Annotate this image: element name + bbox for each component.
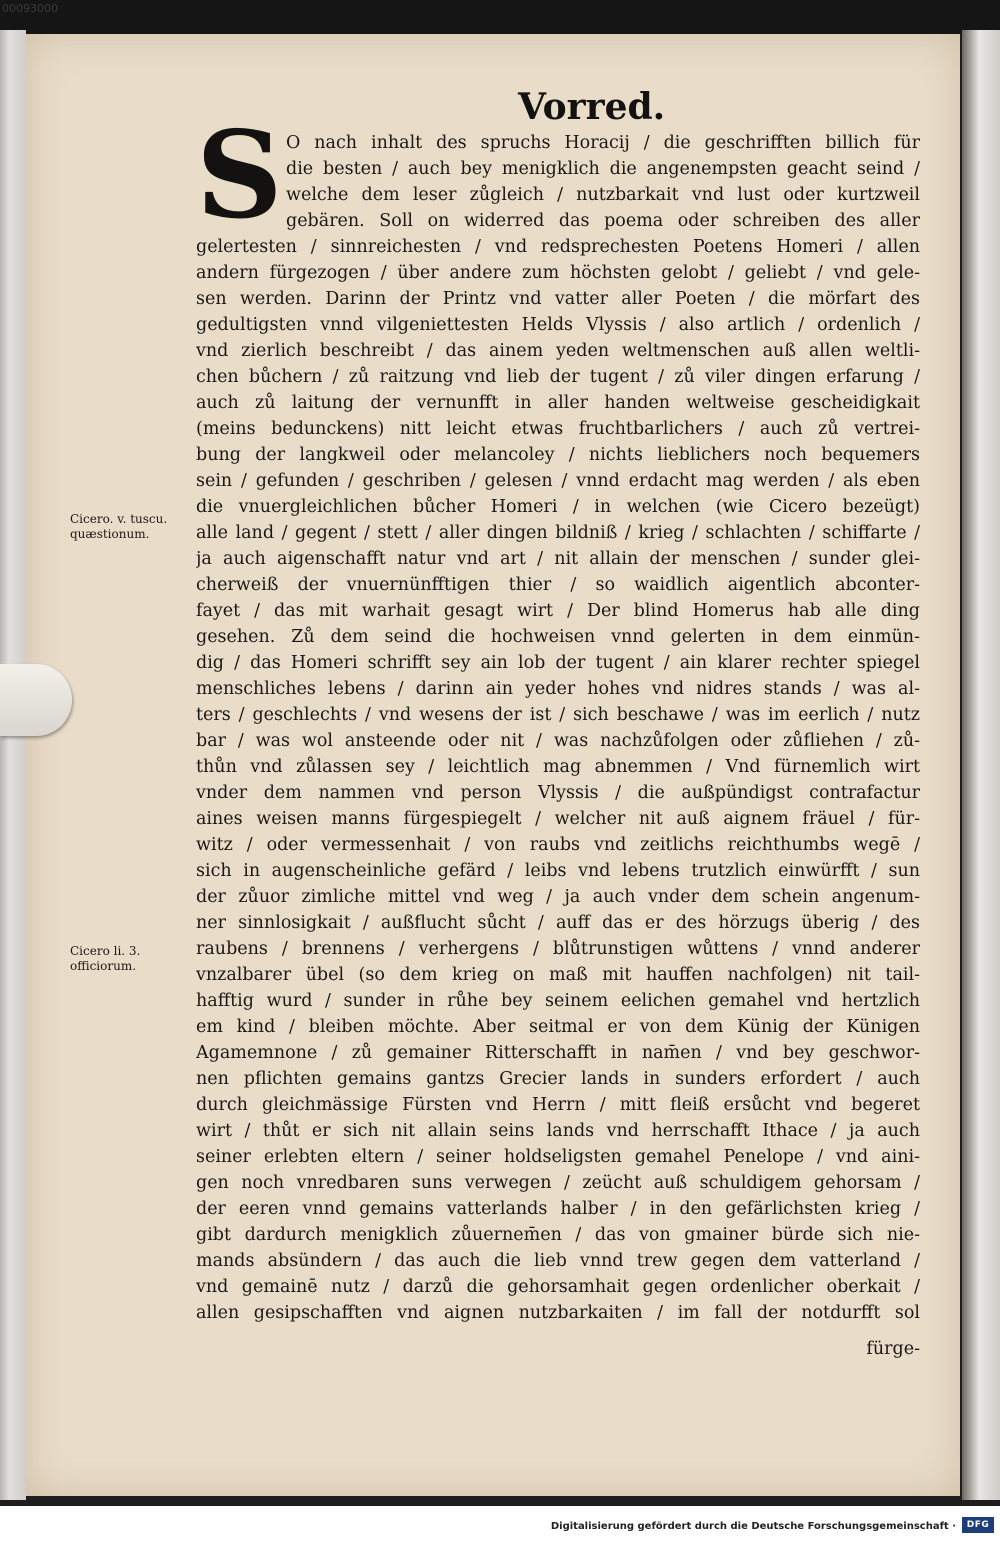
text-line: seiner erlebten eltern / seiner holdseligsten gemahel Penelope / vnd aini- [196, 1147, 920, 1167]
text-line: gelertesten / sinnreichesten / vnd redsprechesten Poetens Homeri / allen [196, 237, 920, 257]
archive-code: 00093000 [2, 2, 58, 15]
text-line: auch zů laitung der vernunfft in aller handen weltweise gescheidigkait [196, 393, 920, 413]
text-line: welche dem leser zůgleich / nutzbarkait vnd lust oder kurtzweil [286, 185, 920, 205]
text-line: (meins bedunckens) nitt leicht etwas fruchtbarlichers / auch zů vertrei- [196, 419, 920, 439]
left-book-edge [0, 30, 26, 1500]
text-line: dig / das Homeri schrifft sey ain lob der tugent / ain klarer rechter spiegel [196, 653, 920, 673]
text-line: gebären. Soll on widerred das poema oder schreiben des aller [286, 211, 920, 231]
text-line: sein / gefunden / geschriben / gelesen / vnnd erdacht mag werden / als eben [196, 471, 920, 491]
marginal-note-cicero-tusculanae: Cicero. v. tuscu. quæstionum. [70, 512, 168, 541]
text-line: gibt dardurch menigklich zůuernem̄en / das von gmainer bürde sich nie- [196, 1225, 920, 1245]
text-line: allen gesipschafften vnd aignen nutzbarkaiten / im fall der notdurfft sol [196, 1303, 920, 1323]
text-line: der eeren vnnd gemains vatterlands halber / in den gefärlichsten krieg / [196, 1199, 920, 1219]
text-line: sich in augenscheinliche gefärd / leibs vnd lebens trutzlich einwürfft / sun [196, 861, 920, 881]
page-clip [0, 664, 72, 736]
text-line: fayet / das mit warhait gesagt wirt / Der blind Homerus hab alle ding [196, 601, 920, 621]
right-book-edge [962, 30, 1000, 1500]
text-line: bung der langkweil oder melancoley / nichts lieblichers noch bequemers [196, 445, 920, 465]
text-line: menschliches lebens / darinn ain yeder hohes vnd nidres stands / was al- [196, 679, 920, 699]
drop-cap: S [196, 105, 283, 246]
text-line: nen pflichten gemains gantzs Grecier lands in sunders erfordert / auch [196, 1069, 920, 1089]
text-line: vnd gemainē nutz / darzů die gehorsamhait gegen ordenlicher oberkait / [196, 1277, 920, 1297]
catchword: fürge- [866, 1339, 920, 1359]
text-line: gen noch vnredbaren suns verwegen / zeücht auß schuldigem gehorsam / [196, 1173, 920, 1193]
text-line: witz / oder vermessenhait / von raubs vnd zeitlichs reichthumbs wegē / [196, 835, 920, 855]
text-line: die besten / auch bey menigklich die angenempsten geacht seind / [286, 159, 920, 179]
funding-credit: Digitalisierung gefördert durch die Deutsche Forschungsgemeinschaft · [550, 1521, 956, 1532]
text-line: cherweiß der vnuernünfftigen thier / so waidlich aigentlich abconter- [196, 575, 920, 595]
text-line: ters / geschlechts / vnd wesens der ist / sich beschawe / was im eerlich / nutz [196, 705, 920, 725]
viewer-top-bar [0, 0, 1000, 34]
dfg-logo: DFG [962, 1517, 994, 1533]
text-line: aines weisen manns fürgespiegelt / welcher nit auß aignem fräuel / für- [196, 809, 920, 829]
text-line: der zůuor zimliche mittel vnd weg / ja auch vnder dem schein angenum- [196, 887, 920, 907]
text-line: gedultigsten vnnd vilgeniettesten Helds Vlyssis / also artlich / ordenlich / [196, 315, 920, 335]
text-line: ja auch aigenschafft natur vnd art / nit allain der menschen / sunder glei- [196, 549, 920, 569]
text-line: hafftig wurd / sunder in růhe bey seinem eelichen gemahel vnd hertzlich [196, 991, 920, 1011]
text-line: em kind / bleiben möchte. Aber seitmal er von dem Künig der Künigen [196, 1017, 920, 1037]
text-line: vnd zierlich beschreibt / das ainem yeden weltmenschen auß allen weltli- [196, 341, 920, 361]
text-line: andern fürgezogen / über andere zum höchsten gelobt / geliebt / vnd gele- [196, 263, 920, 283]
text-line: raubens / brennens / verhergens / blůtrunstigen wůttens / vnnd anderer [196, 939, 920, 959]
text-line: gesehen. Zů dem seind die hochweisen vnnd gelerten in dem einmün- [196, 627, 920, 647]
text-line: wirt / thůt er sich nit allain seins lands vnd herrschafft Ithace / ja auch [196, 1121, 920, 1141]
text-line: die vnuergleichlichen bůcher Homeri / in welchen (wie Cicero bezeügt) [196, 497, 920, 517]
marginal-note-cicero-officiis: Cicero li. 3. officiorum. [70, 944, 141, 973]
text-line: ner sinnlosigkait / außflucht sůcht / auff das er des hörzugs überig / des [196, 913, 920, 933]
page-heading: Vorred. [518, 86, 666, 128]
text-line: O nach inhalt des spruchs Horacij / die geschrifften billich für [286, 133, 920, 153]
text-line: vnder dem nammen vnd person Vlyssis / die außpündigst contrafactur [196, 783, 920, 803]
text-line: sen werden. Darinn der Printz vnd vatter aller Poeten / die mörfart des [196, 289, 920, 309]
text-line: mands absündern / das auch die lieb vnnd trew gegen dem vatterland / [196, 1251, 920, 1271]
text-line: durch gleichmässige Fürsten vnd Herrn / mitt fleiß ersůcht vnd begeret [196, 1095, 920, 1115]
text-line: alle land / gegent / stett / aller dingen bildniß / krieg / schlachten / schiffarte / [196, 523, 920, 543]
text-line: thůn vnd zůlassen sey / leichtlich mag abnemmen / Vnd fürnemlich wirt [196, 757, 920, 777]
text-line: chen bůchern / zů raitzung vnd lieb der tugent / zů viler dingen erfarung / [196, 367, 920, 387]
text-line: vnzalbarer übel (so dem krieg on maß mit hauffen nachfolgen) nit tail- [196, 965, 920, 985]
text-line: Agamemnone / zů gemainer Ritterschafft in nam̄en / vnd bey geschwor- [196, 1043, 920, 1063]
text-line: bar / was wol ansteende oder nit / was nachzůfolgen oder zůfliehen / zů- [196, 731, 920, 751]
